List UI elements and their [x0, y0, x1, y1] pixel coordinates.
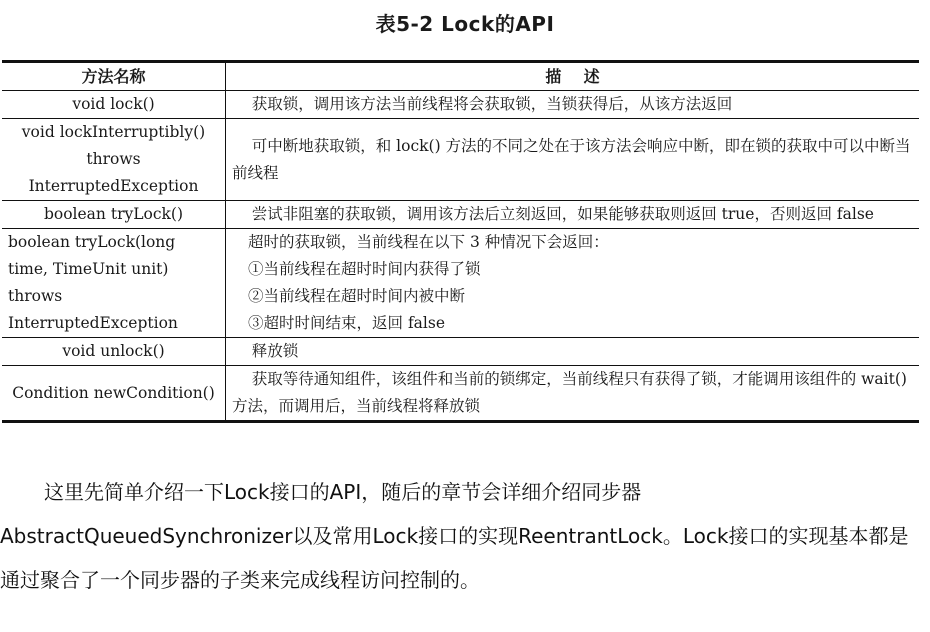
header-method-name: 方法名称: [2, 62, 226, 91]
table-header-row: [2, 62, 919, 91]
lock-api-table: [2, 60, 919, 423]
method-cell: boolean tryLock(long time, TimeUnit unit) throws InterruptedException: [2, 229, 226, 338]
description-cell: 释放锁: [226, 338, 919, 366]
paragraph-line: AbstractQueuedSynchronizer以及常用Lock接口的实现ReentrantLock。Lock接口的实现基本都是: [0, 524, 909, 548]
description-cell: 获取锁，调用该方法当前线程将会获取锁，当锁获得后，从该方法返回: [232, 95, 733, 113]
method-cell: void lockInterruptibly() throws InterruptedException: [2, 119, 226, 201]
description-cell: [226, 229, 919, 338]
description-line: ②当前线程在超时时间内被中断: [248, 287, 466, 305]
table-caption: 表5-2 Lock的API: [375, 12, 555, 36]
method-cell: Condition newCondition(): [2, 366, 226, 422]
method-cell: void lock(): [2, 91, 226, 119]
method-cell: boolean tryLock(): [2, 201, 226, 229]
paragraph-line: 通过聚合了一个同步器的子类来完成线程访问控制的。: [0, 568, 480, 592]
table-row: [2, 229, 919, 338]
body-paragraph: [0, 470, 930, 602]
table-row: [2, 119, 919, 201]
table-row: [2, 201, 919, 229]
table-row: [2, 338, 919, 366]
method-cell: void unlock(): [2, 338, 226, 366]
description-cell: 可中断地获取锁，和 lock() 方法的不同之处在于该方法会响应中断，即在锁的获取中可以中断当前线程: [226, 119, 919, 201]
description-line: ①当前线程在超时时间内获得了锁: [248, 260, 481, 278]
description-cell: 获取等待通知组件，该组件和当前的锁绑定，当前线程只有获得了锁，才能调用该组件的 wait() 方法，而调用后，当前线程将释放锁: [226, 366, 919, 422]
description-line: ③超时时间结束，返回 false: [248, 314, 446, 332]
paragraph-line: 这里先简单介绍一下Lock接口的API，随后的章节会详细介绍同步器: [44, 480, 642, 504]
description-cell: 尝试非阻塞的获取锁，调用该方法后立刻返回，如果能够获取则返回 true，否则返回 false: [226, 201, 919, 229]
table-row: [2, 91, 919, 119]
header-description: 描 述: [226, 62, 919, 91]
table-row: [2, 366, 919, 422]
description-line: 超时的获取锁，当前线程在以下 3 种情况下会返回：: [248, 233, 609, 251]
